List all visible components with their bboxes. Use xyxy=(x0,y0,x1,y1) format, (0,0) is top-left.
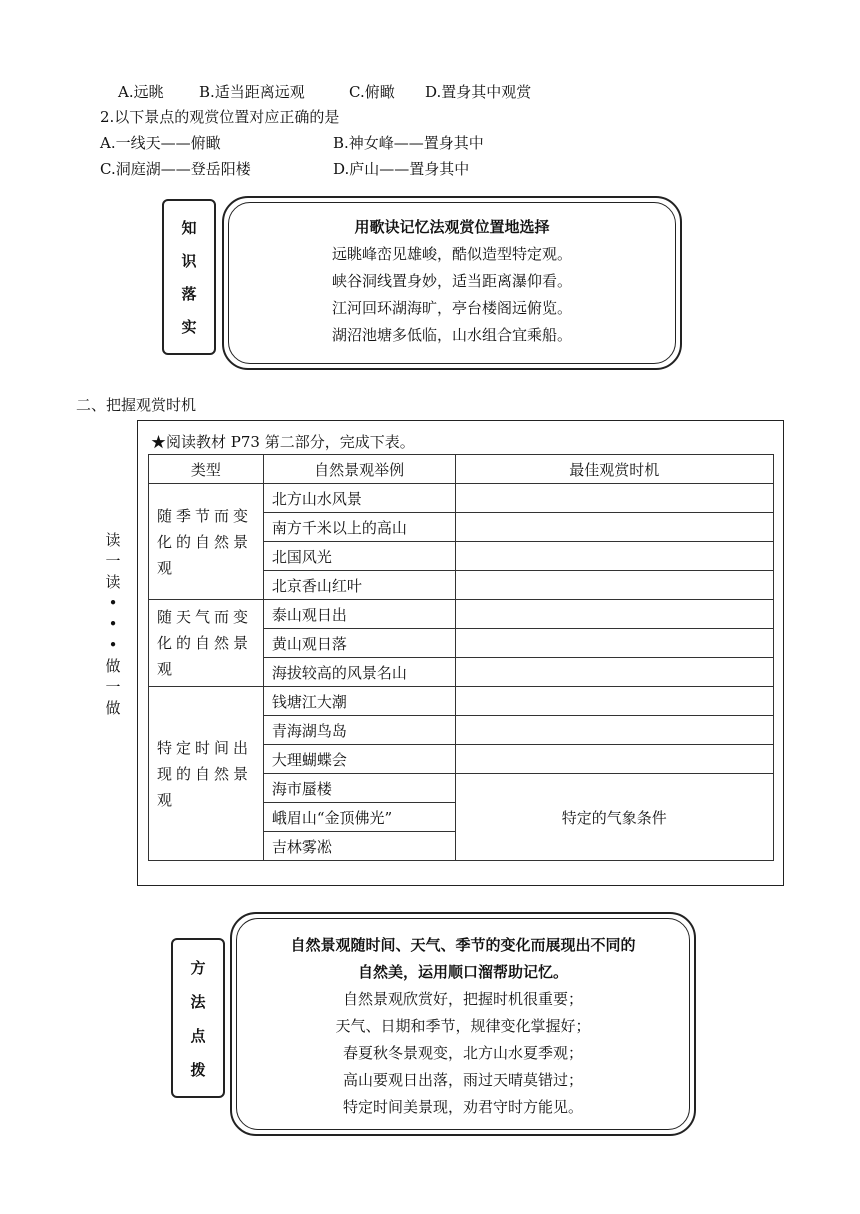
q2-option-d: D.庐山——置身其中 xyxy=(333,160,470,178)
header-example: 自然景观举例 xyxy=(263,455,455,484)
header-type: 类型 xyxy=(149,455,264,484)
answer-cell[interactable] xyxy=(455,629,773,658)
answer-cell[interactable] xyxy=(455,484,773,513)
mnemonic-box-text xyxy=(228,214,676,349)
answer-cell[interactable] xyxy=(455,687,773,716)
method-tag-char: 法 xyxy=(190,992,206,1011)
method-tag-char: 点 xyxy=(190,1026,206,1045)
category-cell: 随天气而变化的自然景观 xyxy=(149,600,264,687)
method-line: 天气、日期和季节，规律变化掌握好； xyxy=(335,1017,591,1035)
read-do-label xyxy=(103,530,123,719)
category-cell: 特定时间出现的自然景观 xyxy=(149,687,264,861)
answer-cell[interactable] xyxy=(455,542,773,571)
side-char: 读 xyxy=(105,531,121,549)
example-cell: 峨眉山“金顶佛光” xyxy=(263,803,455,832)
table-header-row xyxy=(149,455,774,484)
method-box-text xyxy=(236,932,690,1121)
table-row xyxy=(149,484,774,513)
method-line: 自然景观欣赏好，把握时机很重要； xyxy=(342,990,583,1008)
mnemonic-title: 用歌诀记忆法观赏位置地选择 xyxy=(354,218,550,236)
knowledge-tag xyxy=(162,199,216,355)
example-cell: 北京香山红叶 xyxy=(263,571,455,600)
knowledge-tag-char: 知 xyxy=(181,219,197,237)
q1-option-a: A.远眺 xyxy=(118,83,164,101)
method-line: 高山要观日出落，雨过天晴莫错过； xyxy=(342,1071,583,1089)
table-row xyxy=(149,600,774,629)
example-cell: 海市蜃楼 xyxy=(263,774,455,803)
answer-cell[interactable] xyxy=(455,600,773,629)
method-title-line: 自然美，运用顺口溜帮助记忆。 xyxy=(357,963,568,981)
answer-cell[interactable] xyxy=(455,571,773,600)
example-cell: 北方山水风景 xyxy=(263,484,455,513)
category-cell: 随季节而变化的自然景观 xyxy=(149,484,264,600)
example-cell: 黄山观日落 xyxy=(263,629,455,658)
side-char: • xyxy=(108,615,118,633)
q1-option-d: D.置身其中观赏 xyxy=(425,83,532,101)
knowledge-tag-char: 落 xyxy=(181,285,197,303)
merged-note-cell: 特定的气象条件 xyxy=(455,774,773,861)
method-tag-char: 方 xyxy=(190,958,206,977)
example-cell: 北国风光 xyxy=(263,542,455,571)
side-char: • xyxy=(108,636,118,654)
side-char: • xyxy=(108,594,118,612)
example-cell: 泰山观日出 xyxy=(263,600,455,629)
answer-cell[interactable] xyxy=(455,716,773,745)
mnemonic-line: 湖沼池塘多低临，山水组合宜乘船。 xyxy=(331,326,572,344)
section-title: 二、把握观赏时机 xyxy=(76,396,197,414)
side-char: 做 xyxy=(105,699,121,717)
example-cell: 吉林雾凇 xyxy=(263,832,455,861)
mnemonic-line: 远眺峰峦见雄峻，酷似造型特定观。 xyxy=(331,245,572,263)
answer-cell[interactable] xyxy=(455,658,773,687)
method-tag xyxy=(171,938,225,1098)
table-row xyxy=(149,687,774,716)
method-title-line: 自然景观随时间、天气、季节的变化而展现出不同的 xyxy=(290,936,636,954)
q1-option-b: B.适当距离远观 xyxy=(199,83,305,101)
knowledge-tag-char: 识 xyxy=(181,252,197,270)
mnemonic-line: 江河回环湖海旷，亭台楼阁远俯览。 xyxy=(331,299,572,317)
knowledge-tag-char: 实 xyxy=(181,318,197,336)
answer-cell[interactable] xyxy=(455,745,773,774)
q2-stem: 2.以下景点的观赏位置对应正确的是 xyxy=(100,108,340,126)
answer-cell[interactable] xyxy=(455,513,773,542)
side-char: 做 xyxy=(105,657,121,675)
example-cell: 钱塘江大潮 xyxy=(263,687,455,716)
table-instruction: ★阅读教材 P73 第二部分，完成下表。 xyxy=(151,433,415,451)
q1-option-c: C.俯瞰 xyxy=(349,83,395,101)
example-cell: 南方千米以上的高山 xyxy=(263,513,455,542)
example-cell: 青海湖鸟岛 xyxy=(263,716,455,745)
q2-option-c: C.洞庭湖——登岳阳楼 xyxy=(100,160,251,178)
q2-option-b: B.神女峰——置身其中 xyxy=(333,134,484,152)
example-cell: 海拔较高的风景名山 xyxy=(263,658,455,687)
mnemonic-line: 峡谷洞线置身妙，适当距离瀑仰看。 xyxy=(331,272,572,290)
method-tag-char: 拨 xyxy=(190,1060,206,1079)
header-best-time: 最佳观赏时机 xyxy=(455,455,773,484)
method-line: 特定时间美景现，劝君守时方能见。 xyxy=(342,1098,583,1116)
method-line: 春夏秋冬景观变，北方山水夏季观； xyxy=(342,1044,583,1062)
side-char: 读 xyxy=(105,573,121,591)
example-cell: 大理蝴蝶会 xyxy=(263,745,455,774)
q2-option-a: A.一线天——俯瞰 xyxy=(100,134,221,152)
viewing-time-table xyxy=(148,454,774,861)
side-char: 一 xyxy=(105,678,121,696)
side-char: 一 xyxy=(105,552,121,570)
